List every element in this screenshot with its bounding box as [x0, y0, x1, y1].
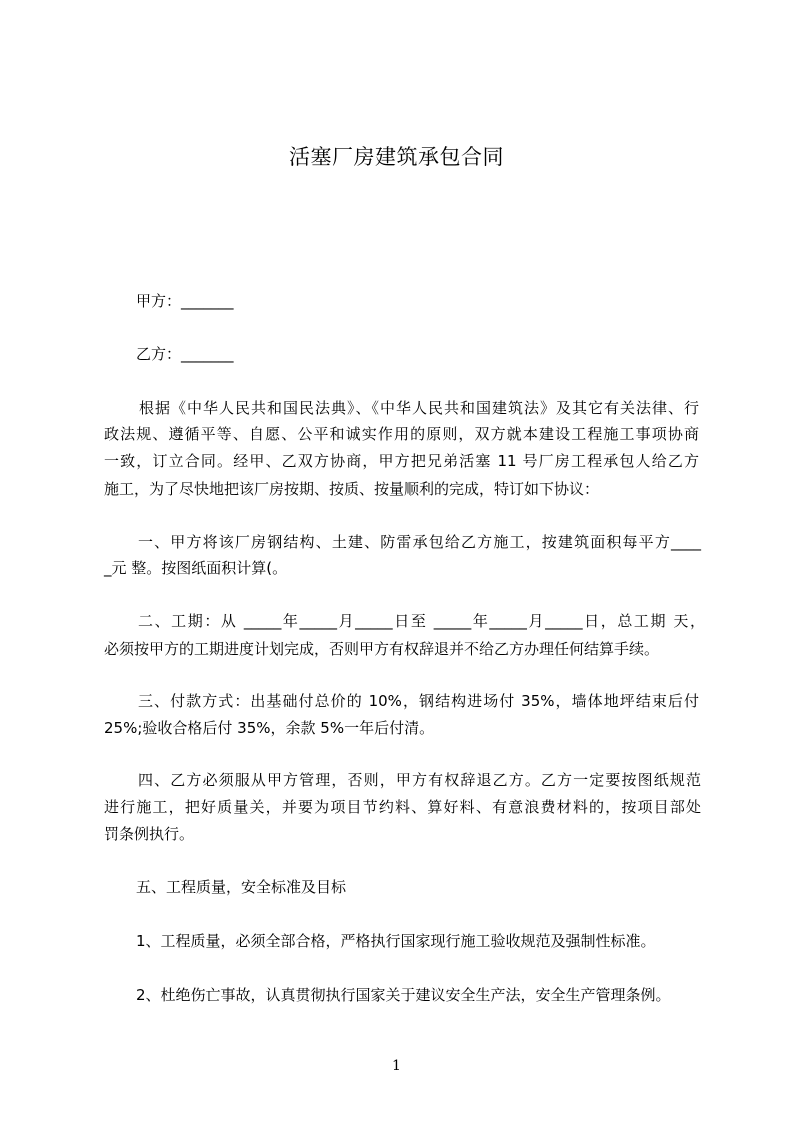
intro-line-3: 一致，订立合同。经甲、乙双方协商，甲方把兄弟活塞 11 号厂房工程承包人给乙方	[104, 452, 699, 470]
clause5-item-1: 1、工程质量，必须全部合格，严格执行国家现行施工验收规范及强制性标准。	[136, 932, 656, 950]
intro-line-4: 施工，为了尽快地把该厂房按期、按质、按量顺利的完成，特订如下协议：	[104, 480, 600, 498]
party-a-line: 甲方：_______	[136, 292, 234, 310]
document-title: 活塞厂房建筑承包合同	[289, 145, 504, 169]
party-b-line: 乙方：_______	[136, 345, 234, 363]
clause1-line-1: 一、甲方将该厂房钢结构、土建、防雷承包给乙方施工，按建筑面积每平方____	[138, 533, 701, 551]
intro-line-1: 根据《中华人民共和国民法典》、《中华人民共和国建筑法》及其它有关法律、行	[139, 399, 699, 417]
clause5-heading: 五、工程质量，安全标准及目标	[136, 878, 347, 896]
clause3-line-1: 三、付款方式：出基础付总价的 10%，钢结构进场付 35%，墙体地坪结束后付	[138, 692, 699, 710]
clause5-item-2: 2、杜绝伤亡事故，认真贯彻执行国家关于建议安全生产法，安全生产管理条例。	[136, 986, 671, 1004]
clause3-line-2: 25%;验收合格后付 35%，余款 5%一年后付清。	[104, 719, 435, 737]
clause2-line-2: 必须按甲方的工期进度计划完成，否则甲方有权辞退并不给乙方办理任何结算手续。	[104, 640, 660, 658]
clause4-line-2: 进行施工，把好质量关，并要为项目节约料、算好料、有意浪费材料的，按项目部处	[104, 798, 701, 816]
page-number: 1	[392, 1058, 401, 1074]
clause4-line-1: 四、乙方必须服从甲方管理，否则，甲方有权辞退乙方。乙方一定要按图纸规范	[138, 771, 701, 789]
clause1-line-2: _元 整。按图纸面积计算(。	[104, 559, 288, 577]
clause2-line-1: 二、工期：从 _____年_____月_____日至 _____年_____月_____日，总工期 天，	[138, 612, 705, 630]
clause4-line-3: 罚条例执行。	[104, 825, 195, 843]
intro-line-2: 政法规、遵循平等、自愿、公平和诚实作用的原则，双方就本建设工程施工事项协商	[104, 425, 699, 443]
